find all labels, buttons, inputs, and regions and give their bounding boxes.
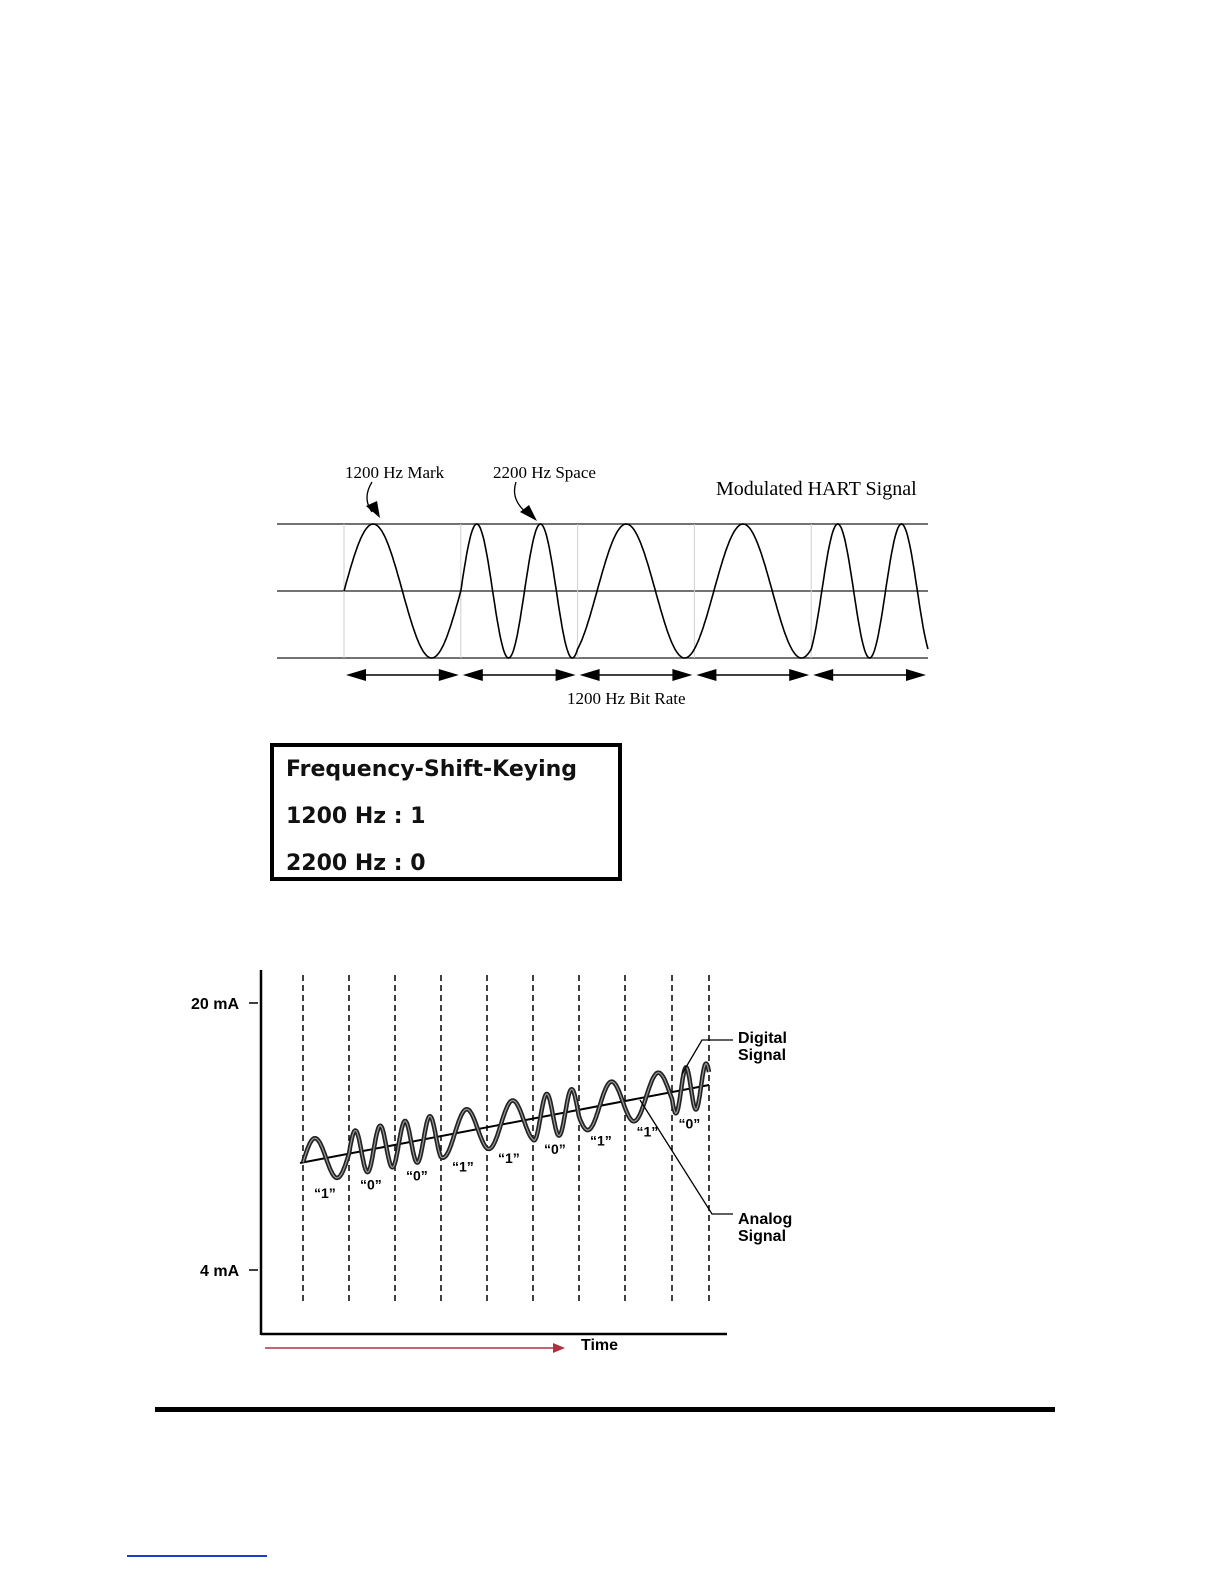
fsk-mark-mapping: 1200 Hz : 1 bbox=[286, 804, 426, 829]
y-label-4ma: 4 mA bbox=[200, 1263, 240, 1280]
bit-value-label: “1” bbox=[452, 1158, 474, 1175]
fsk-title: Frequency-Shift-Keying bbox=[286, 757, 578, 782]
page-separator-rule bbox=[155, 1407, 1055, 1412]
bit-value-label: “1” bbox=[590, 1132, 612, 1149]
bit-rate-label: 1200 Hz Bit Rate bbox=[567, 689, 686, 708]
time-axis-label: Time bbox=[581, 1337, 619, 1354]
space-label: 2200 Hz Space bbox=[493, 463, 596, 482]
bit-value-label: “0” bbox=[544, 1141, 566, 1158]
modulated-signal-title: Modulated HART Signal bbox=[716, 478, 917, 500]
time-arrow-head bbox=[553, 1343, 565, 1353]
analog-label-line2: Signal bbox=[738, 1228, 787, 1245]
digital-label-line1: Digital bbox=[738, 1030, 787, 1047]
bit-value-label: “0” bbox=[678, 1115, 701, 1132]
fsk-space-mapping: 2200 Hz : 0 bbox=[286, 851, 426, 876]
bit-value-label: “1” bbox=[636, 1123, 659, 1140]
digital-label-line2: Signal bbox=[738, 1047, 787, 1064]
footnote-link-underline bbox=[127, 1555, 267, 1557]
analog-label-line1: Analog bbox=[738, 1211, 793, 1228]
bit-value-label: “1” bbox=[498, 1150, 520, 1166]
bit-value-label: “1” bbox=[314, 1185, 336, 1201]
y-label-20ma: 20 mA bbox=[191, 996, 240, 1013]
bit-value-label: “0” bbox=[406, 1167, 428, 1184]
bit-boundary-lines bbox=[303, 975, 709, 1305]
bit-value-label: “0” bbox=[360, 1176, 382, 1193]
mark-label: 1200 Hz Mark bbox=[345, 463, 445, 482]
